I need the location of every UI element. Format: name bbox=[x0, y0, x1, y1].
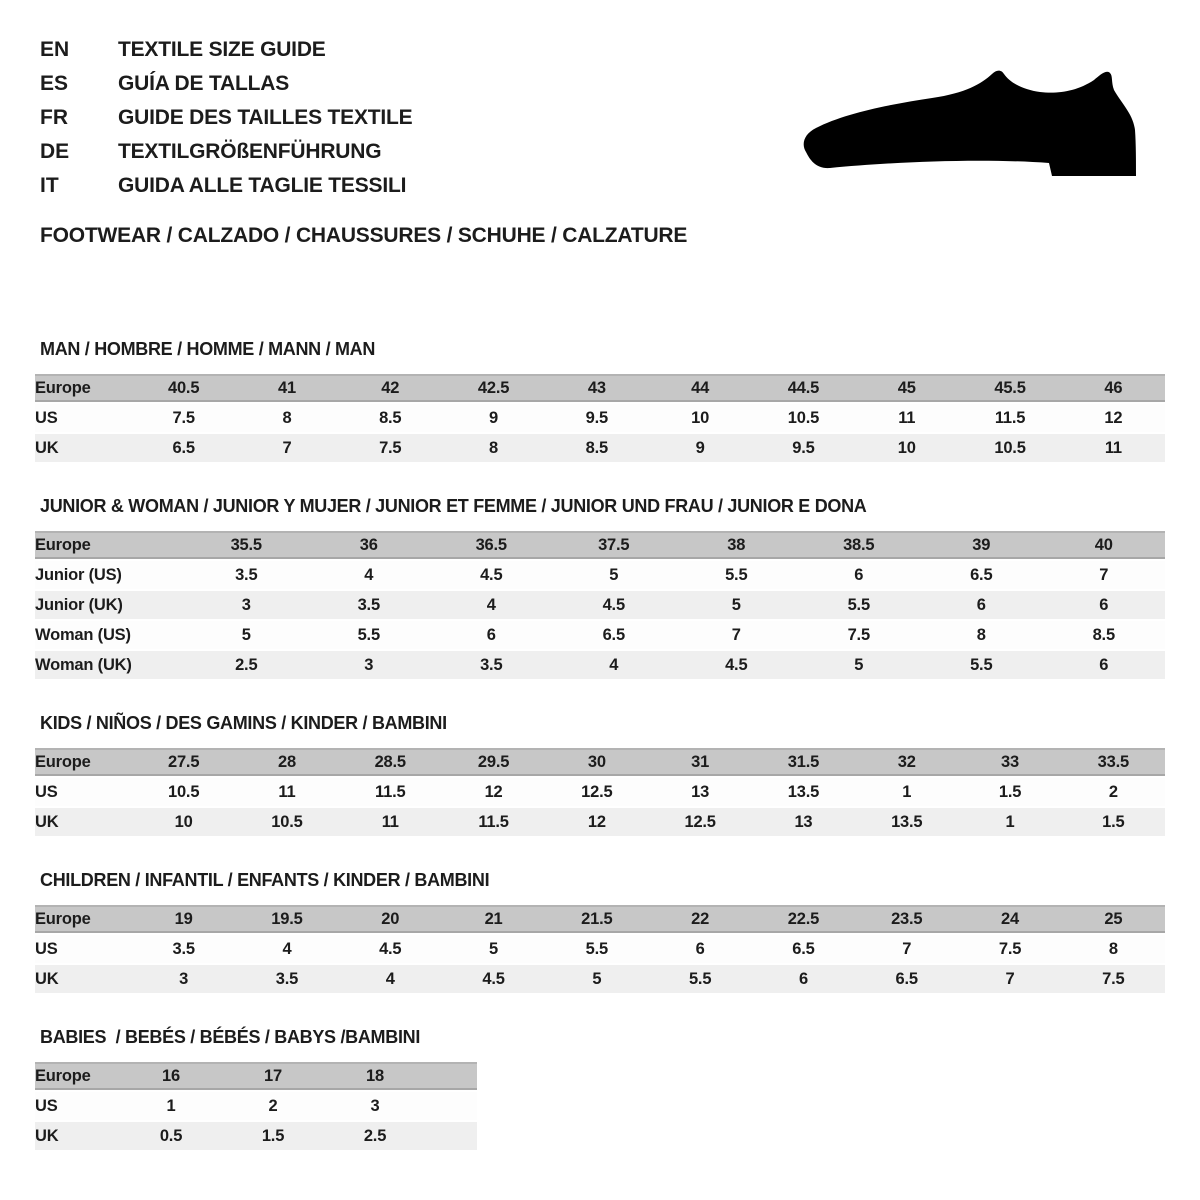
size-cell: 10 bbox=[855, 434, 958, 462]
row-label: US bbox=[35, 778, 132, 806]
size-cell: 29.5 bbox=[442, 748, 545, 776]
size-cell: 19.5 bbox=[235, 905, 338, 933]
table-row bbox=[35, 621, 1165, 649]
size-cell: 7 bbox=[958, 965, 1061, 993]
row-label: UK bbox=[35, 965, 132, 993]
section-title: BABIES / BEBÉS / BÉBÉS / BABYS /BAMBINI bbox=[40, 1027, 421, 1047]
size-cell: 9 bbox=[442, 404, 545, 432]
language-label: GUÍA DE TALLAS bbox=[118, 72, 290, 95]
size-cell: 7.5 bbox=[958, 935, 1061, 963]
size-cell: 6.5 bbox=[920, 561, 1043, 589]
row-label: Europe bbox=[35, 748, 132, 776]
size-cell: 41 bbox=[235, 374, 338, 402]
size-cell: 11.5 bbox=[958, 404, 1061, 432]
language-row-es bbox=[40, 67, 412, 101]
size-cell: 28 bbox=[235, 748, 338, 776]
size-cell: 11 bbox=[235, 778, 338, 806]
size-cell: 2.5 bbox=[185, 651, 308, 679]
row-label: Woman (UK) bbox=[35, 651, 185, 679]
row-label: US bbox=[35, 935, 132, 963]
size-cell: 6 bbox=[1043, 591, 1166, 619]
size-cell: 12 bbox=[442, 778, 545, 806]
row-label: UK bbox=[35, 808, 132, 836]
language-header bbox=[40, 33, 412, 203]
language-row-fr bbox=[40, 101, 412, 135]
row-label: Europe bbox=[35, 1062, 120, 1090]
size-cell: 6 bbox=[752, 965, 855, 993]
size-cell: 11 bbox=[855, 404, 958, 432]
table-row bbox=[35, 965, 1165, 993]
size-cell: 11 bbox=[1062, 434, 1165, 462]
size-cell: 13 bbox=[752, 808, 855, 836]
size-cell: 16 bbox=[120, 1062, 222, 1090]
size-cell: 23.5 bbox=[855, 905, 958, 933]
size-cell: 6.5 bbox=[752, 935, 855, 963]
size-cell: 9 bbox=[648, 434, 751, 462]
man-size-table bbox=[35, 372, 1165, 464]
table-row bbox=[35, 905, 1165, 933]
language-label: TEXTILGRÖßENFÜHRUNG bbox=[118, 140, 382, 163]
size-cell: 40.5 bbox=[132, 374, 235, 402]
size-cell: 2.5 bbox=[324, 1122, 426, 1150]
language-label: GUIDA ALLE TAGLIE TESSILI bbox=[118, 174, 407, 197]
size-cell: 3.5 bbox=[430, 651, 553, 679]
size-cell: 42 bbox=[339, 374, 442, 402]
table-row bbox=[35, 561, 1165, 589]
size-cell: 5.5 bbox=[308, 621, 431, 649]
size-cell: 5 bbox=[798, 651, 921, 679]
table-row bbox=[35, 748, 1165, 776]
size-cell: 6.5 bbox=[553, 621, 676, 649]
size-cell: 9.5 bbox=[545, 404, 648, 432]
size-cell: 32 bbox=[855, 748, 958, 776]
children-size-table bbox=[35, 903, 1165, 995]
size-cell: 5 bbox=[442, 935, 545, 963]
size-cell: 11.5 bbox=[442, 808, 545, 836]
size-cell: 10.5 bbox=[235, 808, 338, 836]
size-cell: 4 bbox=[430, 591, 553, 619]
size-cell: 22.5 bbox=[752, 905, 855, 933]
language-code: IT bbox=[40, 174, 59, 197]
section-title: JUNIOR & WOMAN / JUNIOR Y MUJER / JUNIOR ET FEMME / JUNIOR UND FRAU / JUNIOR E DONA bbox=[40, 496, 867, 516]
size-cell: 45.5 bbox=[958, 374, 1061, 402]
language-code: EN bbox=[40, 38, 70, 61]
size-cell: 33 bbox=[958, 748, 1061, 776]
size-cell: 11.5 bbox=[339, 778, 442, 806]
size-cell: 1.5 bbox=[958, 778, 1061, 806]
row-label: Europe bbox=[35, 374, 132, 402]
language-label: GUIDE DES TAILLES TEXTILE bbox=[118, 106, 413, 129]
size-cell: 24 bbox=[958, 905, 1061, 933]
kids-size-table bbox=[35, 746, 1165, 838]
size-cell: 12 bbox=[545, 808, 648, 836]
size-cell: 46 bbox=[1062, 374, 1165, 402]
section-children bbox=[35, 870, 1165, 995]
size-cell: 7.5 bbox=[132, 404, 235, 432]
row-label: Europe bbox=[35, 531, 185, 559]
size-cell: 13.5 bbox=[855, 808, 958, 836]
dress-shoe-icon bbox=[800, 64, 1140, 188]
size-cell: 8 bbox=[1062, 935, 1165, 963]
size-cell: 3 bbox=[308, 651, 431, 679]
size-cell: 28.5 bbox=[339, 748, 442, 776]
size-cell: 3.5 bbox=[132, 935, 235, 963]
row-label: UK bbox=[35, 1122, 120, 1150]
size-cell: 4.5 bbox=[675, 651, 798, 679]
row-label: Junior (US) bbox=[35, 561, 185, 589]
section-babies bbox=[35, 1027, 1165, 1152]
table-row bbox=[35, 778, 1165, 806]
size-cell: 3.5 bbox=[308, 591, 431, 619]
size-cell: 31.5 bbox=[752, 748, 855, 776]
size-cell: 39 bbox=[920, 531, 1043, 559]
filler-cell bbox=[426, 1092, 477, 1120]
size-cell: 40 bbox=[1043, 531, 1166, 559]
size-cell: 4 bbox=[553, 651, 676, 679]
size-cell: 33.5 bbox=[1062, 748, 1165, 776]
size-cell: 0.5 bbox=[120, 1122, 222, 1150]
size-cell: 19 bbox=[132, 905, 235, 933]
size-cell: 22 bbox=[648, 905, 751, 933]
size-cell: 6.5 bbox=[132, 434, 235, 462]
size-cell: 44 bbox=[648, 374, 751, 402]
size-cell: 3 bbox=[132, 965, 235, 993]
size-cell: 18 bbox=[324, 1062, 426, 1090]
language-row-it bbox=[40, 169, 412, 203]
row-label: Woman (US) bbox=[35, 621, 185, 649]
filler-cell bbox=[426, 1062, 477, 1090]
size-cell: 10.5 bbox=[958, 434, 1061, 462]
size-cell: 10 bbox=[132, 808, 235, 836]
size-cell: 7 bbox=[1043, 561, 1166, 589]
size-cell: 1.5 bbox=[1062, 808, 1165, 836]
size-cell: 7.5 bbox=[1062, 965, 1165, 993]
size-cell: 8.5 bbox=[339, 404, 442, 432]
table-row bbox=[35, 1122, 477, 1150]
size-cell: 1 bbox=[120, 1092, 222, 1120]
row-label: Junior (UK) bbox=[35, 591, 185, 619]
size-cell: 13.5 bbox=[752, 778, 855, 806]
size-cell: 3 bbox=[185, 591, 308, 619]
language-code: ES bbox=[40, 72, 69, 95]
size-cell: 8 bbox=[920, 621, 1043, 649]
size-cell: 5.5 bbox=[648, 965, 751, 993]
size-cell: 45 bbox=[855, 374, 958, 402]
size-cell: 5.5 bbox=[920, 651, 1043, 679]
size-cell: 5.5 bbox=[675, 561, 798, 589]
size-cell: 36 bbox=[308, 531, 431, 559]
size-cell: 2 bbox=[1062, 778, 1165, 806]
size-cell: 3 bbox=[324, 1092, 426, 1120]
size-cell: 11 bbox=[339, 808, 442, 836]
section-man bbox=[35, 339, 1165, 464]
size-cell: 21.5 bbox=[545, 905, 648, 933]
size-cell: 12.5 bbox=[648, 808, 751, 836]
table-row bbox=[35, 651, 1165, 679]
table-row bbox=[35, 591, 1165, 619]
size-cell: 1.5 bbox=[222, 1122, 324, 1150]
size-cell: 3.5 bbox=[235, 965, 338, 993]
size-cell: 37.5 bbox=[553, 531, 676, 559]
size-cell: 10 bbox=[648, 404, 751, 432]
language-row-en bbox=[40, 33, 412, 67]
row-label: US bbox=[35, 404, 132, 432]
filler-cell bbox=[426, 1122, 477, 1150]
size-cell: 43 bbox=[545, 374, 648, 402]
table-row bbox=[35, 434, 1165, 462]
table-row bbox=[35, 374, 1165, 402]
size-cell: 38.5 bbox=[798, 531, 921, 559]
section-title: KIDS / NIÑOS / DES GAMINS / KINDER / BAMBINI bbox=[40, 713, 447, 733]
table-row bbox=[35, 935, 1165, 963]
table-row bbox=[35, 1092, 477, 1120]
size-cell: 9.5 bbox=[752, 434, 855, 462]
size-cell: 25 bbox=[1062, 905, 1165, 933]
size-cell: 44.5 bbox=[752, 374, 855, 402]
table-row bbox=[35, 808, 1165, 836]
row-label: UK bbox=[35, 434, 132, 462]
size-cell: 8 bbox=[235, 404, 338, 432]
size-cell: 7 bbox=[675, 621, 798, 649]
size-cell: 8.5 bbox=[545, 434, 648, 462]
size-cell: 3.5 bbox=[185, 561, 308, 589]
size-cell: 38 bbox=[675, 531, 798, 559]
babies-size-table bbox=[35, 1060, 477, 1152]
size-cell: 5 bbox=[675, 591, 798, 619]
size-cell: 7 bbox=[855, 935, 958, 963]
size-cell: 6 bbox=[648, 935, 751, 963]
category-heading: FOOTWEAR / CALZADO / CHAUSSURES / SCHUHE / CALZATURE bbox=[40, 224, 688, 247]
size-cell: 4 bbox=[339, 965, 442, 993]
size-cell: 4.5 bbox=[339, 935, 442, 963]
size-cell: 36.5 bbox=[430, 531, 553, 559]
size-cell: 30 bbox=[545, 748, 648, 776]
size-cell: 20 bbox=[339, 905, 442, 933]
size-cell: 7.5 bbox=[798, 621, 921, 649]
size-cell: 6 bbox=[920, 591, 1043, 619]
table-row bbox=[35, 531, 1165, 559]
size-cell: 1 bbox=[855, 778, 958, 806]
language-code: FR bbox=[40, 106, 68, 129]
size-cell: 5.5 bbox=[545, 935, 648, 963]
size-cell: 6 bbox=[798, 561, 921, 589]
size-cell: 31 bbox=[648, 748, 751, 776]
size-cell: 1 bbox=[958, 808, 1061, 836]
size-cell: 8 bbox=[442, 434, 545, 462]
size-cell: 27.5 bbox=[132, 748, 235, 776]
size-cell: 6.5 bbox=[855, 965, 958, 993]
table-row bbox=[35, 404, 1165, 432]
size-cell: 5.5 bbox=[798, 591, 921, 619]
size-cell: 4.5 bbox=[442, 965, 545, 993]
section-junior-woman bbox=[35, 496, 1165, 681]
size-cell: 8.5 bbox=[1043, 621, 1166, 649]
size-cell: 4.5 bbox=[553, 591, 676, 619]
size-cell: 6 bbox=[430, 621, 553, 649]
language-code: DE bbox=[40, 140, 70, 163]
size-cell: 6 bbox=[1043, 651, 1166, 679]
size-cell: 5 bbox=[553, 561, 676, 589]
row-label: Europe bbox=[35, 905, 132, 933]
section-kids bbox=[35, 713, 1165, 838]
size-cell: 12.5 bbox=[545, 778, 648, 806]
size-cell: 21 bbox=[442, 905, 545, 933]
language-label: TEXTILE SIZE GUIDE bbox=[118, 38, 326, 61]
size-cell: 17 bbox=[222, 1062, 324, 1090]
size-cell: 42.5 bbox=[442, 374, 545, 402]
size-cell: 35.5 bbox=[185, 531, 308, 559]
table-row bbox=[35, 1062, 477, 1090]
section-title: MAN / HOMBRE / HOMME / MANN / MAN bbox=[40, 339, 376, 359]
size-cell: 7 bbox=[235, 434, 338, 462]
size-tables bbox=[35, 339, 1165, 1184]
size-cell: 10.5 bbox=[752, 404, 855, 432]
size-cell: 2 bbox=[222, 1092, 324, 1120]
section-title: CHILDREN / INFANTIL / ENFANTS / KINDER / BAMBINI bbox=[40, 870, 490, 890]
size-cell: 4 bbox=[308, 561, 431, 589]
size-cell: 12 bbox=[1062, 404, 1165, 432]
size-cell: 5 bbox=[545, 965, 648, 993]
size-cell: 5 bbox=[185, 621, 308, 649]
size-cell: 13 bbox=[648, 778, 751, 806]
size-cell: 4.5 bbox=[430, 561, 553, 589]
junior-woman-size-table bbox=[35, 529, 1165, 681]
size-cell: 10.5 bbox=[132, 778, 235, 806]
size-cell: 4 bbox=[235, 935, 338, 963]
size-cell: 7.5 bbox=[339, 434, 442, 462]
row-label: US bbox=[35, 1092, 120, 1120]
language-row-de bbox=[40, 135, 412, 169]
